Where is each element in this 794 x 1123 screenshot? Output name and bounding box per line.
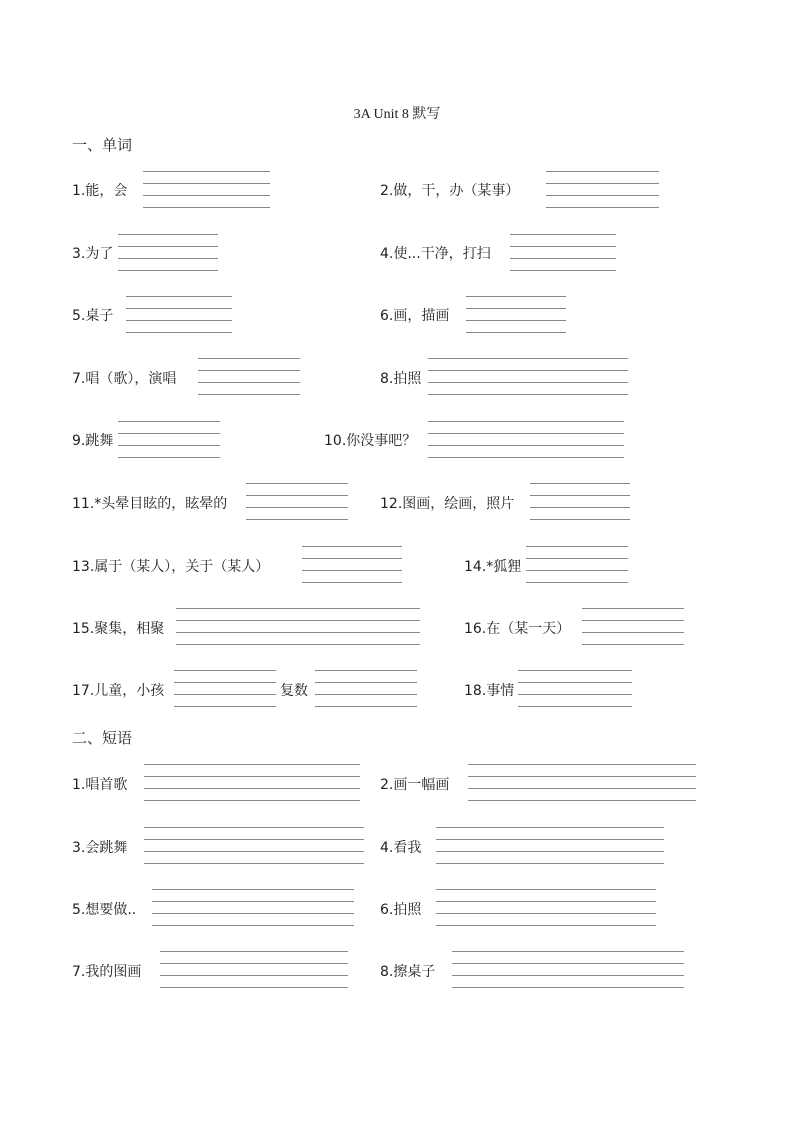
section-heading-words: 一、单词 [72, 136, 133, 154]
section-heading-phrases: 二、短语 [72, 729, 133, 747]
page-title: 3A Unit 8 默写 [353, 107, 441, 122]
